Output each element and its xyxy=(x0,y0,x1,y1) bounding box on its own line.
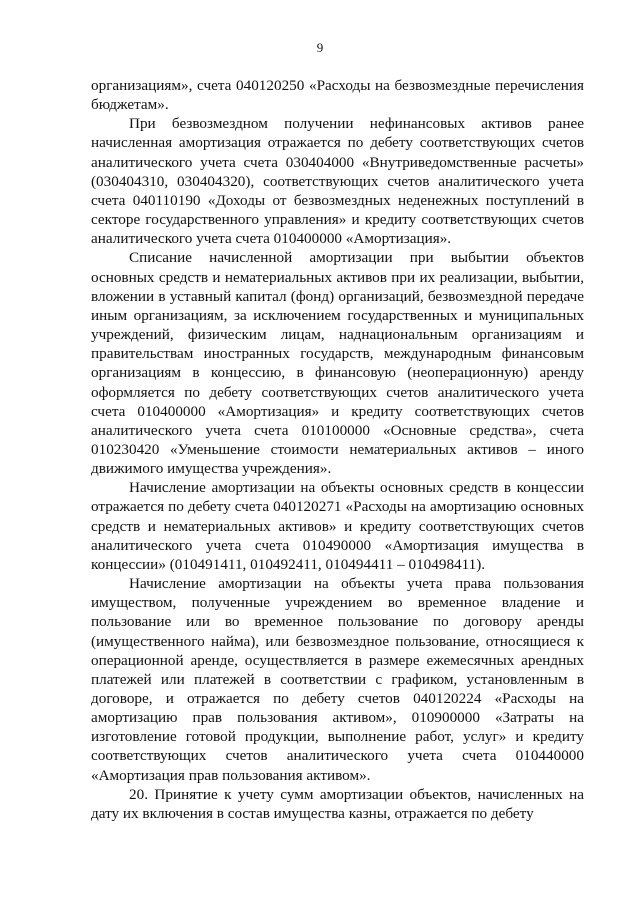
paragraph-right-of-use-depreciation: Начисление амортизации на объекты учета права пользования имуществом, полученные учреждением во временное владение и пользование или во временное пользование по договору аренды (имущественного найма), или безвозмездное пользование, относящиеся к операционной аренде, осуществляется в размере ежемесячных арендных платежей или платежей в соответствии с графиком, установленным в договоре, и отражается по дебету счетов 040120224 «Расходы на амортизацию прав пользования активом», 010900000 «Затраты на изготовление готовой продукции, выполнение работ, услуг» и кредиту соответствующих счетов аналитического учета счета 010440000 «Амортизация прав пользования активом». xyxy=(91,575,584,784)
paragraph-gratuitous-receipt: При безвозмездном получении нефинансовых активов ранее начисленная амортизация отражается по дебету соответствующих счетов аналитического учета счета 030404000 «Внутриведомственные расчеты» (030404310, 030404320), соответствующих счетов аналитического учета счета 040110190 «Доходы от безвозмездных неденежных поступлений в секторе государственного управления» и кредиту соответствующих счетов аналитического учета счета 010400000 «Амортизация». xyxy=(91,115,584,248)
paragraph-concession-depreciation: Начисление амортизации на объекты основных средств в концессии отражается по дебету счета 040120271 «Расходы на амортизацию основных средств и нематериальных активов» и кредиту соответствующих счетов аналитического учета счета 010490000 «Амортизация имущества в концессии» (010491411, 010492411, 010494411 – 010498411). xyxy=(91,479,584,573)
paragraph-item-20: 20. Принятие к учету сумм амортизации объектов, начисленных на дату их включения в состав имущества казны, отражается по дебету xyxy=(91,785,584,822)
paragraph-continuation: организациям», счета 040120250 «Расходы на безвозмездные перечисления бюджетам». xyxy=(91,77,584,114)
paragraph-depreciation-write-off: Списание начисленной амортизации при выбытии объектов основных средств и нематериальных активов при их реализации, выбытии, вложении в уставный капитал (фонд) организаций, безвозмездной передаче иным организациям, за исключением государственных и муниципальных учреждений, физическим лицам, наднациональным организациям и правительствам иностранных государств, международным финансовым организациям в концессию, в финансовую (неоперационную) аренду оформляется по дебету соответствующих счетов аналитического учета счета 010400000 «Амортизация» и кредиту соответствующих счетов аналитического учета счета 010100000 «Основные средства», счета 010230420 «Уменьшение стоимости нематериальных активов – иного движимого имущества учреждения». xyxy=(91,249,584,478)
page-number: 9 xyxy=(316,40,324,55)
document-body xyxy=(91,76,584,823)
